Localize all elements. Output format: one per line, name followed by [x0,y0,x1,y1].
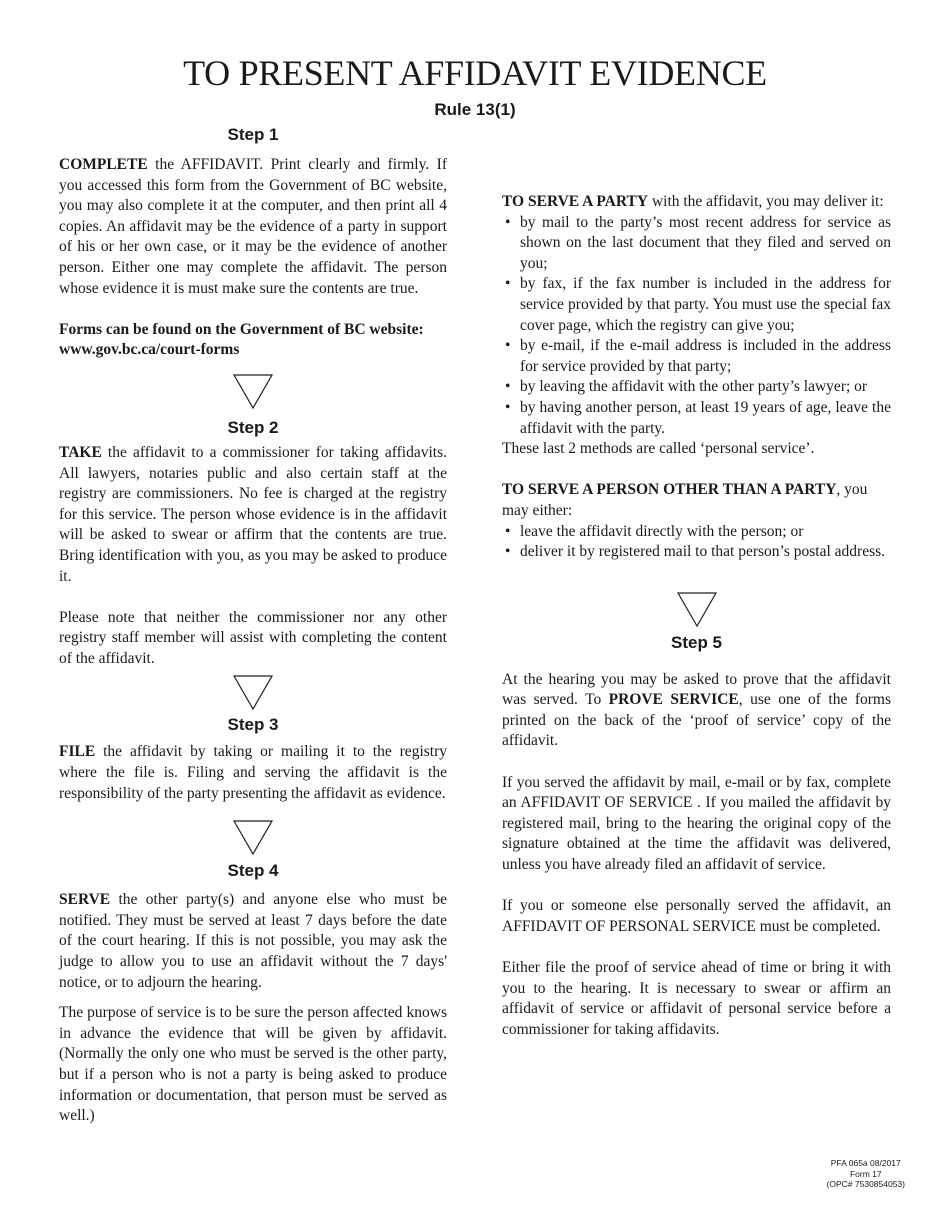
forms-note: Forms can be found on the Government of BC website: www.gov.bc.ca/court-forms [59,320,424,359]
arrow-down-icon [233,820,273,856]
left-column [59,124,447,1127]
page-title: TO PRESENT AFFIDAVIT EVIDENCE [183,53,767,93]
list-item: • by having another person, at least 19 years of age, leave the affidavit with the party. [502,398,891,439]
affidavit-of-service-text: If you served the affidavit by mail, e-mail or by fax, complete an AFFIDAVIT OF SERVICE . If you mailed the affidavit by registered mail, bring to the hearing the original copy of the signature obtained at the time the affidavit was delivered, unless you have already filed an affidavit of service. [502,773,891,874]
arrow-down-icon [677,592,717,628]
step-2-note: Please note that neither the commissioner nor any other registry staff member will assist with completing the content of the affidavit. [59,608,447,667]
list-item: • by e-mail, if the e-mail address is included in the address for service provided by that party; [502,336,891,377]
personal-service-note: These last 2 methods are called ‘personal service’. [502,440,815,458]
step-3-text: FILE the affidavit by taking or mailing it to the registry where the file is. Filing and serving the affidavit is the responsibility of the party presenting the affidavit as evidence. [59,743,447,802]
list-item: • deliver it by registered mail to that person’s postal address. [502,542,891,563]
list-item: • leave the affidavit directly with the person; or [502,522,891,543]
form-code: PFA 065a 08/2017 [830,1158,901,1168]
rule-reference: Rule 13(1) [434,100,516,119]
step-1-text: COMPLETE the AFFIDAVIT. Print clearly and firmly. If you accessed this form from the Government of BC website, you may also complete it at the computer, and then print all 4 copies. An affidavit may be the evidence of a party in support of his or her own case, or it may be the evidence of another person. Either one may complete the affidavit. The person whose evidence it is must make sure the contents are true. [59,156,447,297]
step-1-heading: Step 1 [227,125,279,144]
step-4-heading: Step 4 [227,861,279,881]
service-purpose-text: The purpose of service is to be sure the person affected knows in advance the evidence that will be given by affidavit. (Normally the only one who must be served is the other party, but if a person who is not a party is being asked to produce information or documentation, that person must be served as well.) [59,1004,447,1125]
serve-other-intro: TO SERVE A PERSON OTHER THAN A PARTY, you may either: [502,481,868,519]
personal-service-text: If you or someone else personally served the affidavit, an AFFIDAVIT OF PERSONAL SERVICE must be completed. [502,897,891,935]
step-5-heading: Step 5 [670,632,723,652]
serve-party-list [502,213,891,440]
serve-other-list [502,522,891,563]
list-item: • by leaving the affidavit with the other party’s lawyer; or [502,377,891,398]
step-3-heading: Step 3 [227,715,279,735]
step-4-text: SERVE the other party(s) and anyone else who must be notified. They must be served at least 7 days before the date of the court hearing. If this is not possible, you may ask the judge to allow you to use an affidavit without the 7 days' notice, or to adjourn the hearing. [59,891,447,991]
step-5-text: At the hearing you may be asked to prove that the affidavit was served. To PROVE SERVICE, use one of the forms printed on the back of the ‘proof of service’ copy of the affidavit. [502,670,891,750]
list-item: • by fax, if the fax number is included in the address for service provided by that party. You must use the special fax cover page, which the registry can give you; [502,274,891,336]
step-2-heading: Step 2 [227,417,279,437]
form-number: Form 17 [849,1168,882,1179]
opc-number: (OPC# 7530854053) [826,1179,905,1189]
serve-party-intro: TO SERVE A PARTY with the affidavit, you may deliver it: [502,193,884,210]
step-2-text: TAKE the affidavit to a commissioner for taking affidavits. All lawyers, notaries public and also certain staff at the registry are commissioners. No fee is charged at the registry for this service. The person whose evidence is in the affidavit will be asked to swear or affirm that the contents are true. Bring identification with you, as you may be asked to produce it. [59,443,447,585]
right-column [502,192,891,1040]
arrow-down-icon [233,675,273,711]
file-proof-text: Either file the proof of service ahead of time or bring it with you to the hearing. It is necessary to swear or affirm an affidavit of service or affidavit of personal service before a commissioner for taking affidavits. [502,959,891,1038]
form-footer [827,1158,905,1190]
list-item: • by mail to the party’s most recent address for service as shown on the last document that they filed and served on you; [502,213,891,275]
arrow-down-icon [233,374,273,410]
